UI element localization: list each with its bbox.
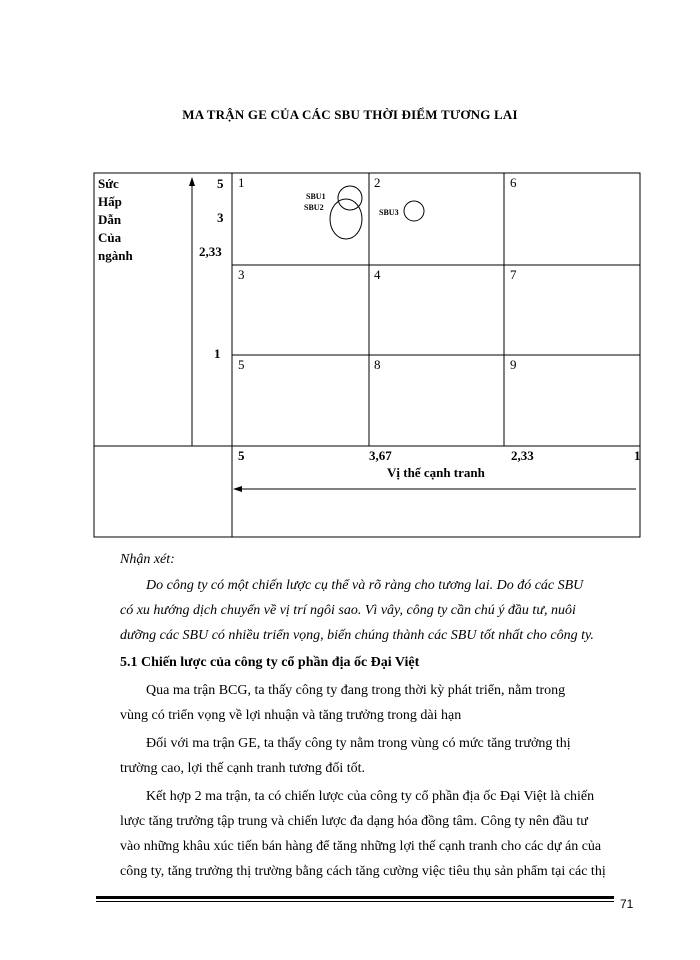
sbu3-label: SBU3	[379, 208, 399, 217]
y-axis-label-line: Của	[98, 230, 122, 245]
paragraph-ge	[120, 731, 632, 781]
y-value-5: 5	[217, 176, 224, 191]
y-axis-label-line: Sức	[98, 176, 119, 191]
paragraph-line: vùng có triển vọng về lợi nhuận và tăng trưởng trong dài hạn	[120, 708, 462, 723]
cell-number: 1	[238, 175, 245, 190]
section-heading: 5.1 Chiến lược của công ty cổ phần địa ốc Đại Việt	[120, 655, 420, 670]
paragraph-strategy	[120, 784, 632, 884]
x-axis-title: Vị thế cạnh tranh	[387, 465, 485, 480]
paragraph-line: Qua ma trận BCG, ta thấy công ty đang trong thời kỳ phát triển, nằm trong	[146, 683, 566, 698]
cell-number: 4	[374, 267, 381, 282]
sbu3-circle	[404, 201, 424, 221]
cell-number: 8	[374, 357, 381, 372]
remark-paragraph	[120, 573, 632, 648]
sbu1-label: SBU1	[306, 192, 326, 201]
remark-line: có xu hướng dịch chuyển về vị trí ngôi sao. Vì vây, công ty cần chú ý đầu tư, nuôi	[120, 603, 576, 618]
y-value-2-33: 2,33	[199, 244, 222, 259]
y-axis-arrowhead	[189, 177, 195, 186]
paragraph-line: trường cao, lợi thế cạnh tranh tương đối tốt.	[120, 761, 365, 776]
cell-number: 2	[374, 175, 381, 190]
x-axis-arrowhead	[233, 486, 242, 492]
cell-number: 3	[238, 267, 245, 282]
footer-rule-thin	[96, 901, 614, 902]
paragraph-line: Kết hợp 2 ma trận, ta có chiến lược của công ty cổ phần địa ốc Đại Việt là chiến	[146, 789, 595, 804]
x-value-2-33: 2,33	[511, 448, 534, 463]
paragraph-bcg	[120, 678, 632, 728]
page-title: MA TRẬN GE CỦA CÁC SBU THỜI ĐIỂM TƯƠNG LAI	[182, 107, 518, 122]
paragraph-line: công ty, tăng trưởng thị trường bằng cách tăng cường việc tiêu thụ sản phẩm tại các thị	[120, 864, 606, 879]
y-axis-label-line: Dẫn	[98, 212, 122, 227]
page-number: 71	[620, 897, 634, 911]
paragraph-line: vào những khâu xúc tiến bán hàng để tăng những lợi thế cạnh tranh cho các dự án của	[120, 839, 602, 854]
remark-label: Nhận xét:	[120, 552, 175, 567]
remark-line: dưỡng các SBU có nhiều triển vọng, biến chúng thành các SBU tốt nhất cho công ty.	[120, 628, 594, 643]
y-axis-label-line: Hấp	[98, 194, 122, 209]
cell-number: 6	[510, 175, 517, 190]
cell-number: 7	[510, 267, 517, 282]
cell-number: 5	[238, 357, 245, 372]
sbu2-circle	[330, 199, 362, 239]
x-value-3-67: 3,67	[369, 448, 392, 463]
y-axis-label	[98, 175, 133, 265]
paragraph-line: lược tăng trưởng tập trung và chiến lược đa dạng hóa đồng tâm. Công ty nên đầu tư	[120, 814, 588, 829]
x-value-5: 5	[238, 448, 245, 463]
sbu2-label: SBU2	[304, 203, 324, 212]
x-value-1: 1	[634, 448, 641, 463]
y-value-3: 3	[217, 210, 224, 225]
paragraph-line: Đối với ma trận GE, ta thấy công ty nằm trong vùng có mức tăng trưởng thị	[146, 736, 571, 751]
y-axis-label-line: ngành	[98, 248, 133, 263]
footer-rule-thick	[96, 896, 614, 899]
y-value-1: 1	[214, 346, 221, 361]
cell-number: 9	[510, 357, 517, 372]
remark-line: Do công ty có một chiến lược cụ thể và rõ ràng cho tương lai. Do đó các SBU	[146, 578, 584, 593]
